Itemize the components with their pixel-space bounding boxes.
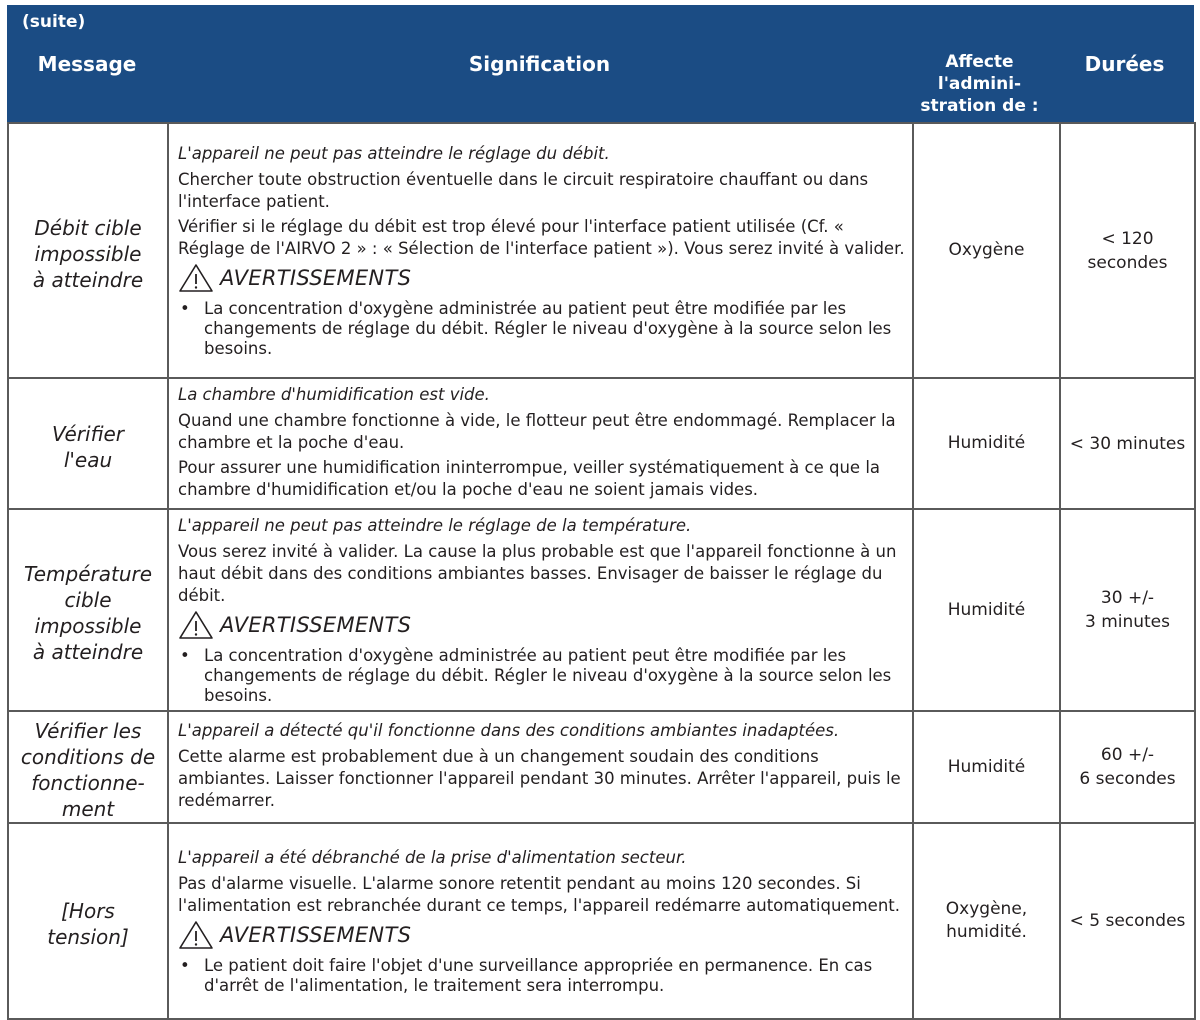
continued-label: (suite) bbox=[22, 12, 86, 32]
lead-text: L'appareil ne peut pas atteindre le réglage de la température. bbox=[178, 516, 692, 535]
warning-bullet-text: Le patient doit faire l'objet d'une surveillance appropriée en permanence. En cas d'arrêt de l'alimentation, le traitement sera interrompu. bbox=[204, 956, 873, 995]
duree-cell: < 30 minutes bbox=[1060, 378, 1195, 509]
warning-bullet-text: La concentration d'oxygène administrée au patient peut être modifiée par les changements de réglage du débit. Régler le niveau d'oxygène à la source selon les besoins. bbox=[204, 646, 892, 705]
header-durees: Durées bbox=[1084, 52, 1165, 76]
duree-cell: 30 +/- 3 minutes bbox=[1060, 509, 1195, 711]
warning-triangle-icon bbox=[178, 610, 214, 640]
paragraph: Cette alarme est probablement due à un changement soudain des conditions ambiantes. Laisser fonctionner l'appareil pendant 30 minutes. Arrêter l'appareil, puis le redémarrer. bbox=[178, 747, 901, 810]
warning-bullet bbox=[178, 646, 906, 706]
bullet-icon: • bbox=[180, 956, 190, 975]
affecte-cell: Humidité bbox=[913, 378, 1060, 509]
lead-text: La chambre d'humidification est vide. bbox=[178, 385, 490, 404]
duree-cell: 60 +/- 6 secondes bbox=[1060, 711, 1195, 823]
affecte-cell: Oxygène bbox=[913, 123, 1060, 378]
message-cell: Débit cible impossible à atteindre bbox=[8, 123, 168, 378]
warning-bullet-text: La concentration d'oxygène administrée au patient peut être modifiée par les changements de réglage du débit. Régler le niveau d'oxygène à la source selon les besoins. bbox=[204, 299, 892, 358]
bullet-icon: • bbox=[180, 646, 190, 665]
warning-triangle-icon bbox=[178, 920, 214, 950]
duree-cell: < 120 secondes bbox=[1060, 123, 1195, 378]
lead-text: L'appareil ne peut pas atteindre le réglage du débit. bbox=[178, 144, 610, 163]
signification-cell bbox=[168, 823, 913, 1019]
warning-heading bbox=[178, 920, 906, 950]
warning-title: AVERTISSEMENTS bbox=[220, 613, 412, 637]
table-row bbox=[8, 123, 1195, 378]
paragraph: Vérifier si le réglage du débit est trop élevé pour l'interface patient utilisée (Cf. « Réglage de l'AIRVO 2 » : « Sélection de l'interface patient »). Vous serez invité à valider. bbox=[178, 217, 905, 258]
table-row bbox=[8, 378, 1195, 509]
header-signification: Signification bbox=[468, 52, 611, 76]
message-cell: [Hors tension] bbox=[8, 823, 168, 1019]
warning-bullet bbox=[178, 299, 906, 359]
bullet-icon: • bbox=[180, 299, 190, 318]
affecte-cell: Oxygène, humidité. bbox=[913, 823, 1060, 1019]
paragraph: Chercher toute obstruction éventuelle dans le circuit respiratoire chauffant ou dans l'interface patient. bbox=[178, 170, 869, 211]
paragraph: Pour assurer une humidification ininterrompue, veiller systématiquement à ce que la chambre d'humidification et/ou la poche d'eau ne soient jamais vides. bbox=[178, 458, 881, 499]
lead-text: L'appareil a été débranché de la prise d'alimentation secteur. bbox=[178, 848, 687, 867]
duree-cell: < 5 secondes bbox=[1060, 823, 1195, 1019]
warning-title: AVERTISSEMENTS bbox=[220, 923, 412, 947]
table-row bbox=[8, 823, 1195, 1019]
signification-cell bbox=[168, 378, 913, 509]
paragraph: Pas d'alarme visuelle. L'alarme sonore retentit pendant au moins 120 secondes. Si l'alimentation est rebranchée durant ce temps, l'appareil redémarre automatiquement. bbox=[178, 874, 900, 915]
signification-cell bbox=[168, 123, 913, 378]
paragraph: Vous serez invité à valider. La cause la plus probable est que l'appareil fonctionne à un haut débit dans des conditions ambiantes basses. Envisager de baisser le réglage du débit. bbox=[178, 542, 897, 605]
paragraph: Quand une chambre fonctionne à vide, le flotteur peut être endommagé. Remplacer la chambre et la poche d'eau. bbox=[178, 411, 896, 452]
message-cell: Température cible impossible à atteindre bbox=[8, 509, 168, 711]
affecte-cell: Humidité bbox=[913, 711, 1060, 823]
warning-bullet bbox=[178, 956, 906, 996]
header-affecte: Affecte l'admini- stration de : bbox=[920, 52, 1039, 116]
warning-triangle-icon bbox=[178, 263, 214, 293]
affecte-cell: Humidité bbox=[913, 509, 1060, 711]
warning-heading bbox=[178, 610, 906, 640]
table-row bbox=[8, 509, 1195, 711]
message-cell: Vérifier l'eau bbox=[8, 378, 168, 509]
lead-text: L'appareil a détecté qu'il fonctionne dans des conditions ambiantes inadaptées. bbox=[178, 721, 840, 740]
table-row bbox=[8, 711, 1195, 823]
signification-cell bbox=[168, 509, 913, 711]
signification-cell bbox=[168, 711, 913, 823]
alarm-table bbox=[7, 122, 1196, 1020]
message-cell: Vérifier les conditions de fonctionne- ment bbox=[8, 711, 168, 823]
warning-heading bbox=[178, 263, 906, 293]
table-header bbox=[7, 5, 1194, 122]
header-message: Message bbox=[37, 52, 137, 76]
warning-title: AVERTISSEMENTS bbox=[220, 266, 412, 290]
